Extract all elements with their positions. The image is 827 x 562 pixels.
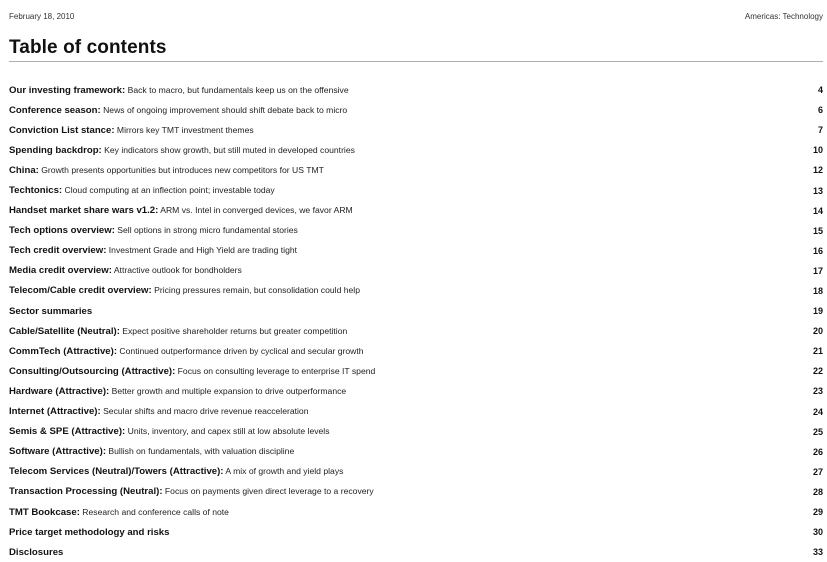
toc-entry-text: [9, 366, 375, 377]
toc-entry[interactable]: [9, 281, 823, 301]
toc-entry-heading: Price target methodology and risks: [9, 526, 170, 538]
toc-entry-heading: Disclosures: [9, 546, 64, 558]
toc-entry-text: [9, 406, 308, 417]
toc-entry-description: News of ongoing improvement should shift debate back to micro: [100, 104, 348, 115]
toc-entry-text: [9, 105, 347, 116]
toc-entry[interactable]: [9, 522, 823, 542]
toc-entry-heading: Cable/Satellite (Neutral):: [9, 325, 120, 337]
toc-entry-page: 28: [812, 486, 823, 497]
toc-entry-text: [9, 205, 353, 216]
toc-entry-text: [9, 466, 343, 477]
toc-entry-heading: CommTech (Attractive):: [9, 345, 118, 357]
toc-entry-description: Pricing pressures remain, but consolidation could help: [151, 285, 360, 296]
toc-entry[interactable]: [9, 201, 823, 221]
toc-entry[interactable]: [9, 402, 823, 422]
title-divider: [9, 61, 823, 62]
toc-entry[interactable]: [9, 80, 823, 100]
toc-entry-text: [9, 145, 355, 156]
toc-entry-page: 17: [812, 265, 823, 276]
toc-entry-description: Key indicators show growth, but still muted in developed countries: [101, 144, 355, 155]
toc-entry-text: [9, 245, 297, 256]
toc-entry-heading: Telecom/Cable credit overview:: [9, 285, 152, 297]
toc-entry[interactable]: [9, 180, 823, 200]
toc-entry-page: 20: [812, 326, 823, 337]
toc-entry-description: Mirrors key TMT investment themes: [114, 124, 254, 135]
toc-entry-heading: Media credit overview:: [9, 265, 112, 277]
toc-entry[interactable]: [9, 422, 823, 442]
toc-entry-page: 13: [812, 185, 823, 196]
toc-entry-page: 19: [812, 306, 823, 317]
toc-entry-page: 23: [812, 386, 823, 397]
toc-entry-description: Expect positive shareholder returns but greater competition: [119, 325, 348, 336]
toc-entry-heading: Conviction List stance:: [9, 124, 115, 136]
toc-entry-description: Focus on consulting leverage to enterprise IT spend: [175, 365, 376, 376]
toc-entry-page: 30: [812, 527, 823, 538]
toc-entry-heading: Conference season:: [9, 104, 101, 116]
toc-entry-heading: Sector summaries: [9, 305, 93, 317]
toc-entry[interactable]: [9, 542, 823, 562]
toc-entry-heading: Spending backdrop:: [9, 144, 102, 156]
toc-entry-text: [9, 265, 242, 276]
toc-entry-heading: TMT Bookcase:: [9, 506, 80, 518]
toc-entry[interactable]: [9, 140, 823, 160]
toc-entry-text: [9, 446, 294, 457]
toc-entry[interactable]: [9, 341, 823, 361]
toc-entry-page: 4: [817, 85, 823, 96]
toc-entry-page: 21: [812, 346, 823, 357]
toc-entry-text: [9, 547, 63, 558]
toc-entry-page: 22: [812, 366, 823, 377]
toc-entry[interactable]: [9, 381, 823, 401]
toc-entry-text: [9, 527, 169, 538]
toc-entry-description: Cloud computing at an inflection point; investable today: [62, 185, 275, 196]
toc-entry-heading: Tech options overview:: [9, 225, 115, 237]
toc-entry[interactable]: [9, 221, 823, 241]
toc-entry-text: [9, 185, 275, 196]
toc-entry-text: [9, 386, 346, 397]
toc-entry-heading: Software (Attractive):: [9, 446, 107, 458]
toc-entry-heading: Techtonics:: [9, 185, 63, 197]
toc-entry-description: ARM vs. Intel in converged devices, we favor ARM: [158, 205, 353, 216]
toc-entry-page: 16: [812, 245, 823, 256]
toc-entry-page: 27: [812, 466, 823, 477]
toc-entry-description: Bullish on fundamentals, with valuation discipline: [106, 446, 295, 457]
page-header: [9, 12, 823, 21]
toc-entry[interactable]: [9, 261, 823, 281]
toc-entry-description: Back to macro, but fundamentals keep us on the offensive: [125, 84, 349, 95]
toc-entry[interactable]: [9, 482, 823, 502]
toc-entry-heading: Tech credit overview:: [9, 245, 107, 257]
toc-entry-page: 29: [812, 507, 823, 518]
toc-entry-heading: Internet (Attractive):: [9, 406, 101, 418]
toc-entry-description: Growth presents opportunities but introduces new competitors for US TMT: [38, 164, 324, 175]
toc-entry-heading: Hardware (Attractive):: [9, 385, 110, 397]
toc-entry-description: A mix of growth and yield plays: [223, 466, 344, 477]
toc-entry[interactable]: [9, 100, 823, 120]
toc-entry-page: 15: [812, 225, 823, 236]
toc-entry-text: [9, 306, 92, 317]
toc-entry-description: Focus on payments given direct leverage to a recovery: [162, 486, 374, 497]
toc-entry-description: Attractive outlook for bondholders: [111, 265, 242, 276]
toc-entry-description: Secular shifts and macro drive revenue reacceleration: [100, 406, 309, 417]
toc-entry-text: [9, 486, 374, 497]
toc-entry-text: [9, 285, 360, 296]
toc-entry-text: [9, 225, 298, 236]
toc-entry-page: 33: [812, 547, 823, 558]
toc-entry[interactable]: [9, 160, 823, 180]
toc-entry-description: Better growth and multiple expansion to drive outperformance: [109, 385, 347, 396]
toc-entry-text: [9, 125, 254, 136]
toc-list: [9, 80, 823, 562]
toc-entry-page: 26: [812, 446, 823, 457]
toc-entry-heading: Handset market share wars v1.2:: [9, 205, 159, 217]
toc-entry-heading: Our investing framework:: [9, 84, 126, 96]
toc-entry-description: Research and conference calls of note: [79, 506, 229, 517]
toc-entry-page: 6: [817, 105, 823, 116]
toc-entry[interactable]: [9, 321, 823, 341]
toc-entry-heading: Semis & SPE (Attractive):: [9, 426, 126, 438]
toc-entry[interactable]: [9, 442, 823, 462]
toc-entry-page: 14: [812, 205, 823, 216]
toc-entry[interactable]: [9, 241, 823, 261]
toc-entry[interactable]: [9, 120, 823, 140]
toc-entry[interactable]: [9, 462, 823, 482]
toc-entry-text: [9, 507, 229, 518]
toc-entry-text: [9, 85, 349, 96]
toc-entry-text: [9, 165, 324, 176]
toc-entry-page: 12: [812, 165, 823, 176]
toc-entry-text: [9, 426, 330, 437]
toc-entry-heading: China:: [9, 164, 39, 176]
toc-entry-text: [9, 326, 347, 337]
toc-entry-description: Investment Grade and High Yield are trading tight: [106, 245, 298, 256]
toc-entry-description: Continued outperformance driven by cyclical and secular growth: [117, 345, 364, 356]
toc-entry-text: [9, 346, 364, 357]
toc-entry-page: 24: [812, 406, 823, 417]
toc-entry-heading: Telecom Services (Neutral)/Towers (Attractive):: [9, 466, 224, 478]
toc-entry-description: Sell options in strong micro fundamental stories: [114, 225, 298, 236]
toc-entry-heading: Consulting/Outsourcing (Attractive):: [9, 365, 176, 377]
toc-entry-page: 10: [812, 145, 823, 156]
toc-entry-page: 25: [812, 426, 823, 437]
toc-entry-page: 18: [812, 285, 823, 296]
page-title: Table of contents: [9, 37, 167, 58]
toc-entry[interactable]: [9, 361, 823, 381]
report-region: Americas: Technology: [744, 12, 823, 21]
report-date: February 18, 2010: [9, 12, 75, 21]
toc-entry-heading: Transaction Processing (Neutral):: [9, 486, 163, 498]
toc-entry-page: 7: [817, 125, 823, 136]
toc-entry[interactable]: [9, 502, 823, 522]
toc-entry[interactable]: [9, 301, 823, 321]
toc-entry-description: Units, inventory, and capex still at low absolute levels: [125, 426, 330, 437]
